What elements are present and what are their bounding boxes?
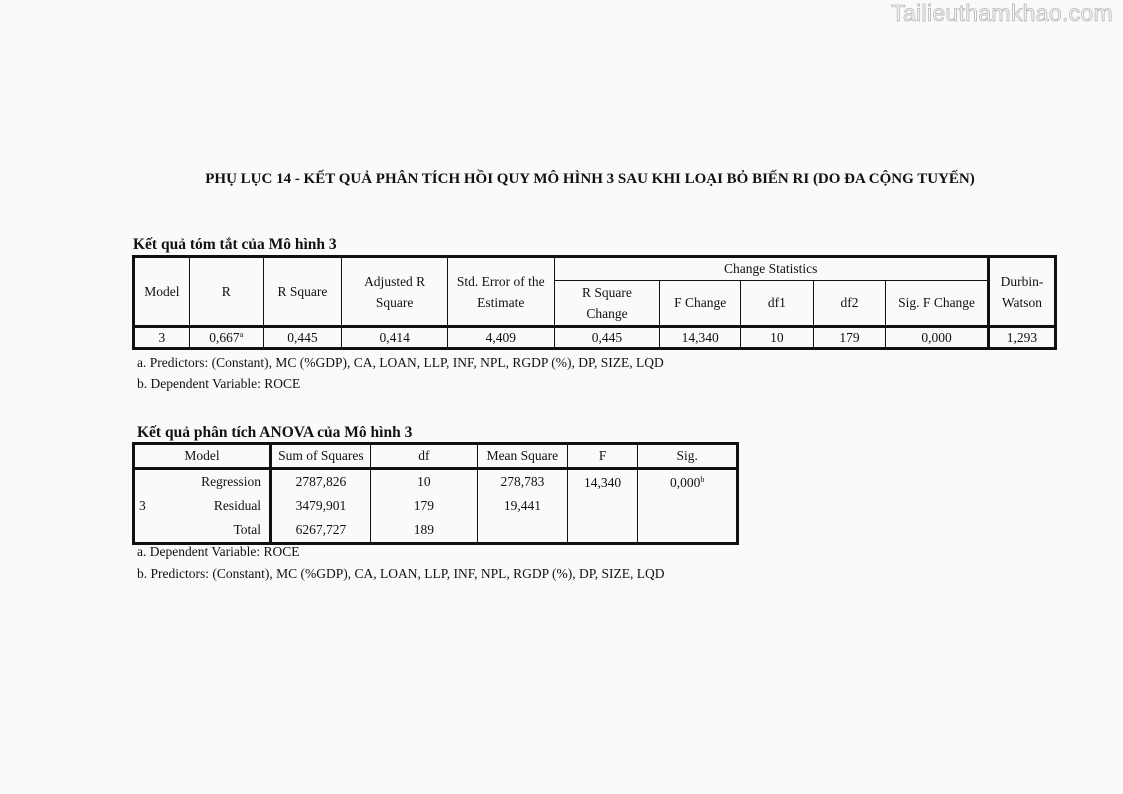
header-df2: df2 — [813, 281, 886, 327]
cell-sum-of-squares: 3479,901 — [271, 494, 371, 518]
page-title: PHỤ LỤC 14 - KẾT QUẢ PHÂN TÍCH HỒI QUY MÔ HÌNH 3 SAU KHI LOẠI BỎ BIẾN RI (DO ĐA CỘNG TUYẾN) — [205, 171, 975, 187]
footnote-marker: a — [239, 329, 244, 339]
footnote-marker: b — [700, 475, 705, 484]
cell-sum-of-squares: 2787,826 — [271, 469, 371, 495]
cell-std-error: 4,409 — [448, 327, 555, 349]
cell-df1: 10 — [741, 327, 814, 349]
cell-df: 179 — [370, 494, 477, 518]
row-label: Regression — [179, 469, 271, 495]
cell-df2: 179 — [813, 327, 886, 349]
header-sum-of-squares: Sum of Squares — [271, 444, 371, 469]
cell-model-number: 3 — [134, 469, 179, 544]
header-model: Model — [134, 444, 271, 469]
row-label: Residual — [179, 494, 271, 518]
header-sig: Sig. — [638, 444, 738, 469]
cell-model: 3 — [134, 327, 190, 349]
header-df: df — [370, 444, 477, 469]
header-change-statistics: Change Statistics — [554, 257, 988, 281]
cell-f-change: 14,340 — [660, 327, 741, 349]
header-f-change: F Change — [660, 281, 741, 327]
header-sig-f-change: Sig. F Change — [886, 281, 989, 327]
cell-r-square-change: 0,445 — [554, 327, 660, 349]
cell-sig-f-change: 0,000 — [886, 327, 989, 349]
cell-mean-square — [478, 518, 568, 544]
footnote: b. Dependent Variable: ROCE — [137, 376, 301, 391]
header-f: F — [567, 444, 638, 469]
header-r-square: R Square — [263, 257, 342, 327]
header-r: R — [189, 257, 263, 327]
cell-r-value: 0,667 — [209, 329, 240, 345]
cell-sig — [638, 469, 738, 544]
anova-table — [132, 442, 739, 545]
header-mean-square: Mean Square — [478, 444, 568, 469]
cell-sig-value: 0,000 — [670, 475, 701, 490]
row-label: Total — [179, 518, 271, 544]
cell-durbin-watson: 1,293 — [988, 327, 1055, 349]
cell-r-square: 0,445 — [263, 327, 342, 349]
header-model: Model — [134, 257, 190, 327]
watermark: Tailieuthamkhao.com — [891, 0, 1113, 26]
cell-adjusted-r-square: 0,414 — [342, 327, 448, 349]
cell-r — [189, 327, 263, 349]
cell-f: 14,340 — [567, 469, 638, 544]
table-row — [134, 469, 738, 495]
footnote: a. Predictors: (Constant), MC (%GDP), CA, LOAN, LLP, INF, NPL, RGDP (%), DP, SIZE, LQD — [137, 355, 664, 370]
table-row — [134, 327, 1056, 349]
model-summary-title: Kết quả tóm tắt của Mô hình 3 — [133, 236, 337, 253]
cell-mean-square: 19,441 — [478, 494, 568, 518]
header-adjusted-r-square: Adjusted R Square — [342, 257, 448, 327]
cell-df: 10 — [370, 469, 477, 495]
footnote: a. Dependent Variable: ROCE — [137, 544, 300, 559]
header-std-error: Std. Error of the Estimate — [448, 257, 555, 327]
cell-sum-of-squares: 6267,727 — [271, 518, 371, 544]
header-r-square-change: R Square Change — [554, 281, 660, 327]
cell-df: 189 — [370, 518, 477, 544]
footnote: b. Predictors: (Constant), MC (%GDP), CA, LOAN, LLP, INF, NPL, RGDP (%), DP, SIZE, LQD — [137, 566, 665, 581]
header-durbin-watson: Durbin-Watson — [988, 257, 1055, 327]
model-summary-table — [132, 255, 1057, 350]
anova-title: Kết quả phân tích ANOVA của Mô hình 3 — [137, 424, 413, 441]
cell-mean-square: 278,783 — [478, 469, 568, 495]
header-df1: df1 — [741, 281, 814, 327]
